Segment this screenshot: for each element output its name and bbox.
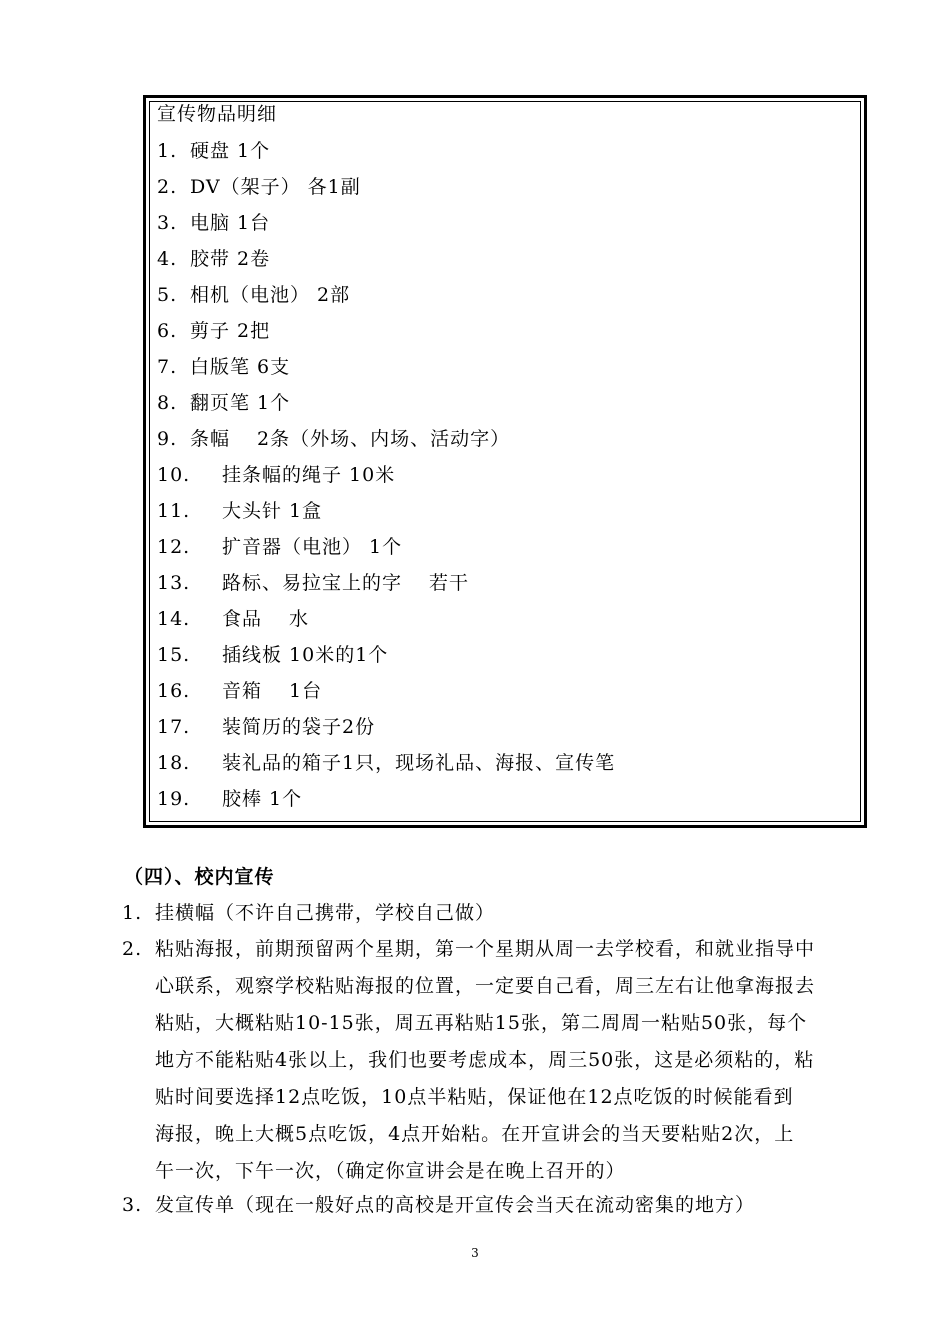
list-item: [157, 280, 857, 310]
list-item-number: 14.: [157, 608, 191, 630]
list-item: [157, 208, 857, 238]
paragraph-line: 粘贴，大概粘贴10-15张，周五再粘贴15张，第二周周一粘贴50张，每个: [155, 1012, 808, 1034]
list-item-number: 10.: [157, 464, 191, 486]
list-item: [157, 784, 857, 814]
paragraph-item: [0, 934, 900, 1193]
list-item: [157, 136, 857, 166]
paragraph-line: 发宣传单（现在一般好点的高校是开宣传会当天在流动密集的地方）: [155, 1194, 756, 1216]
list-item-text: 相机（电池） 2部: [190, 284, 351, 306]
paragraph-line: 午一次，下午一次，（确定你宣讲会是在晚上召开的）: [155, 1160, 626, 1182]
list-item: [157, 532, 857, 562]
list-item-number: 16.: [157, 680, 191, 702]
page-number: 3: [471, 1246, 479, 1260]
list-item-number: 9.: [157, 428, 178, 450]
list-item-text: 胶带 2卷: [190, 248, 271, 270]
list-item-number: 19.: [157, 788, 191, 810]
list-item-number: 11.: [157, 500, 191, 522]
list-item-text: 剪子 2把: [190, 320, 271, 342]
list-item: [157, 172, 857, 202]
list-item-text: 扩音器（电池） 1个: [222, 536, 403, 558]
list-item-text: 装礼品的箱子1只，现场礼品、海报、宣传笔: [222, 752, 616, 774]
list-item-text: 装简历的袋子2份: [222, 716, 376, 738]
list-item-text: 电脑 1台: [190, 212, 271, 234]
list-item-number: 2.: [157, 176, 178, 198]
paragraph-item: [0, 898, 900, 935]
list-item-number: 6.: [157, 320, 178, 342]
list-item-text: 胶棒 1个: [222, 788, 303, 810]
list-item-number: 4.: [157, 248, 178, 270]
list-item: [157, 316, 857, 346]
list-item-number: 17.: [157, 716, 191, 738]
list-item-number: 5.: [157, 284, 178, 306]
paragraph-line: 贴时间要选择12点吃饭，10点半粘贴，保证他在12点吃饭的时候能看到: [155, 1086, 794, 1108]
list-item-number: 8.: [157, 392, 178, 414]
list-item-text: 硬盘 1个: [190, 140, 271, 162]
paragraph-line: 地方不能粘贴4张以上，我们也要考虑成本，周三50张，这是必须粘的，粘: [155, 1049, 815, 1071]
list-item: [157, 712, 857, 742]
paragraph-line: 挂横幅（不许自己携带，学校自己做）: [155, 902, 496, 924]
list-item: [157, 640, 857, 670]
paragraph-number: 2.: [122, 938, 143, 960]
list-item: [157, 460, 857, 490]
list-item-number: 1.: [157, 140, 178, 162]
list-item: [157, 244, 857, 274]
list-item: [157, 676, 857, 706]
paragraph-line: 海报，晚上大概5点吃饭，4点开始粘。在开宣讲会的当天要粘贴2次，上: [155, 1123, 795, 1145]
list-item-number: 15.: [157, 644, 191, 666]
list-item-number: 13.: [157, 572, 191, 594]
list-item-text: 条幅 2条（外场、内场、活动字）: [190, 428, 511, 450]
list-item-number: 7.: [157, 356, 178, 378]
list-item: [157, 496, 857, 526]
list-item: [157, 352, 857, 382]
list-item: [157, 388, 857, 418]
list-item-number: 3.: [157, 212, 178, 234]
list-item-text: 大头针 1盒: [222, 500, 323, 522]
list-item: [157, 424, 857, 454]
paragraph-number: 3.: [122, 1194, 143, 1216]
list-item-text: 插线板 10米的1个: [222, 644, 389, 666]
list-item: [157, 568, 857, 598]
list-item: [157, 748, 857, 778]
list-item-text: 挂条幅的绳子 10米: [222, 464, 396, 486]
list-item-text: 翻页笔 1个: [190, 392, 291, 414]
list-item-number: 18.: [157, 752, 191, 774]
paragraph-item: [0, 1190, 900, 1227]
list-item-text: 食品 水: [222, 608, 310, 630]
list-item-text: 路标、易拉宝上的字 若干: [222, 572, 470, 594]
materials-list-title: 宣传物品明细: [157, 103, 278, 125]
paragraph-line: 粘贴海报，前期预留两个星期，第一个星期从周一去学校看，和就业指导中: [155, 938, 816, 960]
paragraph-number: 1.: [122, 902, 143, 924]
section-heading: （四）、校内宣传: [124, 866, 275, 888]
list-item-text: 音箱 1台: [222, 680, 323, 702]
list-item-number: 12.: [157, 536, 191, 558]
list-item: [157, 604, 857, 634]
list-item-text: DV（架子） 各1副: [190, 176, 361, 198]
paragraph-line: 心联系，观察学校粘贴海报的位置，一定要自己看，周三左右让他拿海报去: [155, 975, 816, 997]
list-item-text: 白版笔 6支: [190, 356, 291, 378]
